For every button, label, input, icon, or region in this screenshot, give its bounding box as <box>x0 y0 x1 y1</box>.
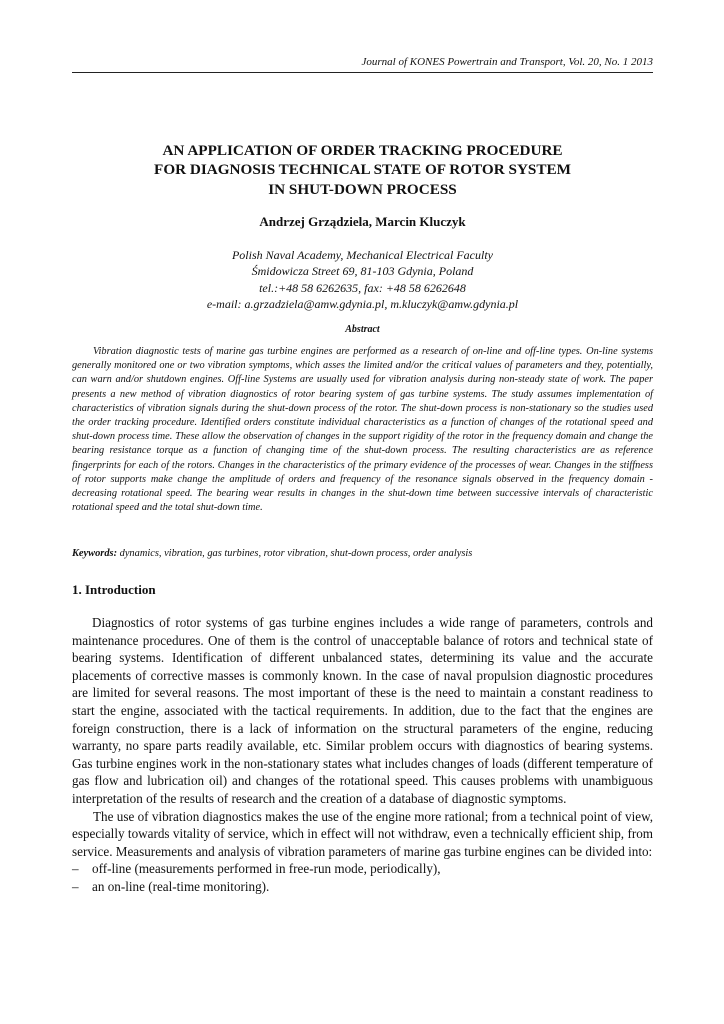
header-rule <box>72 72 653 73</box>
affiliation <box>72 247 653 312</box>
keywords-label: Keywords: <box>72 548 118 559</box>
keywords-text: dynamics, vibration, gas turbines, rotor vibration, shut-down process, order analysis <box>117 548 473 559</box>
authors: Andrzej Grządziela, Marcin Kluczyk <box>259 214 466 229</box>
list-item-text: off-line (measurements performed in free-run mode, periodically), <box>92 861 441 877</box>
intro-paragraph-1: Diagnostics of rotor systems of gas turbine engines includes a wide range of parameters, controls and maintenance procedures. One of them is the control of unacceptable balance of rotors and technical state of bearing systems. Identification of different unbalanced states, determining its value and the accurate placements of corrective masses is commonly known. In the case of naval propulsion diagnostic procedures are limited for several reasons. The most important of these is the need to maintain a constant readiness to start the engine, associated with the tactical requirements. In addition, due to the fact that the engines are foreign construction, there is a lack of information on the structural parameters of the engine, reducing warranty, no spare parts readily available, etc. Similar problem occurs with diagnostics of bearing systems. Gas turbine engines work in the non-stationary states what includes changes of loads (different temperature of gas flow and lubrication oil) and changes of the rotational speed. This causes problems with unambiguous interpretation of the results of research and the creation of a database of diagnostic symptoms. <box>72 615 653 806</box>
section-heading-introduction: 1. Introduction <box>72 582 156 597</box>
list-item <box>72 878 653 896</box>
abstract-text: Vibration diagnostic tests of marine gas turbine engines are performed as a research of on-line and off-line types. On-line systems generally monitored one or two vibration symptoms, which asses the limited and/or the critical values of parameters and they, potentially, can warn and/or shutdown engines. Off-line Systems are usually used for vibration analysis during non-steady state of work. The paper presents a new method of vibration diagnostics of rotor bearing system of gas turbine systems. The study assumes implementation of characteristics of vibration signals during the shut-down process of the rotor. The shut-down process is non-stationary so the studies used the order tracking procedure. Identified orders constitute individual characteristics as a function of changes of the rotational speed and shut-down process time. These allow the observation of changes in the support rigidity of the rotor in the frequency domain and change the bearing resistance torque as a function of changing time of the shut-down process. The resulting characteristics are as reference fingerprints for each of the rotors. Changes in the characteristics of the primary evidence of the processes of wear. Changes in the stiffness of rotor supports make change the amplitude of orders and frequency of the resonance signals observed in the frequency domain - decreasing rotational speed. The bearing wear results in changes in the shut-down time between successive intervals of characteristic rotational speed and the total shut-down time. <box>72 346 653 514</box>
measurement-type-list <box>72 860 653 895</box>
abstract-heading: Abstract <box>345 324 380 335</box>
running-header: Journal of KONES Powertrain and Transport, Vol. 20, No. 1 2013 <box>361 56 653 68</box>
title-line-1: AN APPLICATION OF ORDER TRACKING PROCEDURE <box>162 142 563 159</box>
affiliation-email: e-mail: a.grzadziela@amw.gdynia.pl, m.kluczyk@amw.gdynia.pl <box>206 296 519 311</box>
paper-title <box>72 141 653 199</box>
list-item <box>72 860 653 878</box>
list-bullet: – <box>72 878 79 894</box>
keywords <box>72 548 653 559</box>
intro-paragraph-2: The use of vibration diagnostics makes the use of the engine more rational; from a technical point of view, especially towards vitality of service, which in effect will not withdraw, even a technically efficient ship, from service. Measurements and analysis of vibration parameters of marine gas turbine engines can be divided into: <box>72 808 653 859</box>
introduction-body <box>72 614 653 896</box>
list-bullet: – <box>72 861 79 877</box>
title-line-2: FOR DIAGNOSIS TECHNICAL STATE OF ROTOR SYSTEM <box>154 161 571 179</box>
affiliation-phone: tel.:+48 58 6262635, fax: +48 58 6262648 <box>259 280 466 295</box>
list-item-text: an on-line (real-time monitoring). <box>92 878 270 894</box>
title-line-3: IN SHUT-DOWN PROCESS <box>268 180 457 198</box>
affiliation-institution: Polish Naval Academy, Mechanical Electrical Faculty <box>231 248 494 262</box>
affiliation-address: Śmidowicza Street 69, 81-103 Gdynia, Poland <box>251 264 474 279</box>
